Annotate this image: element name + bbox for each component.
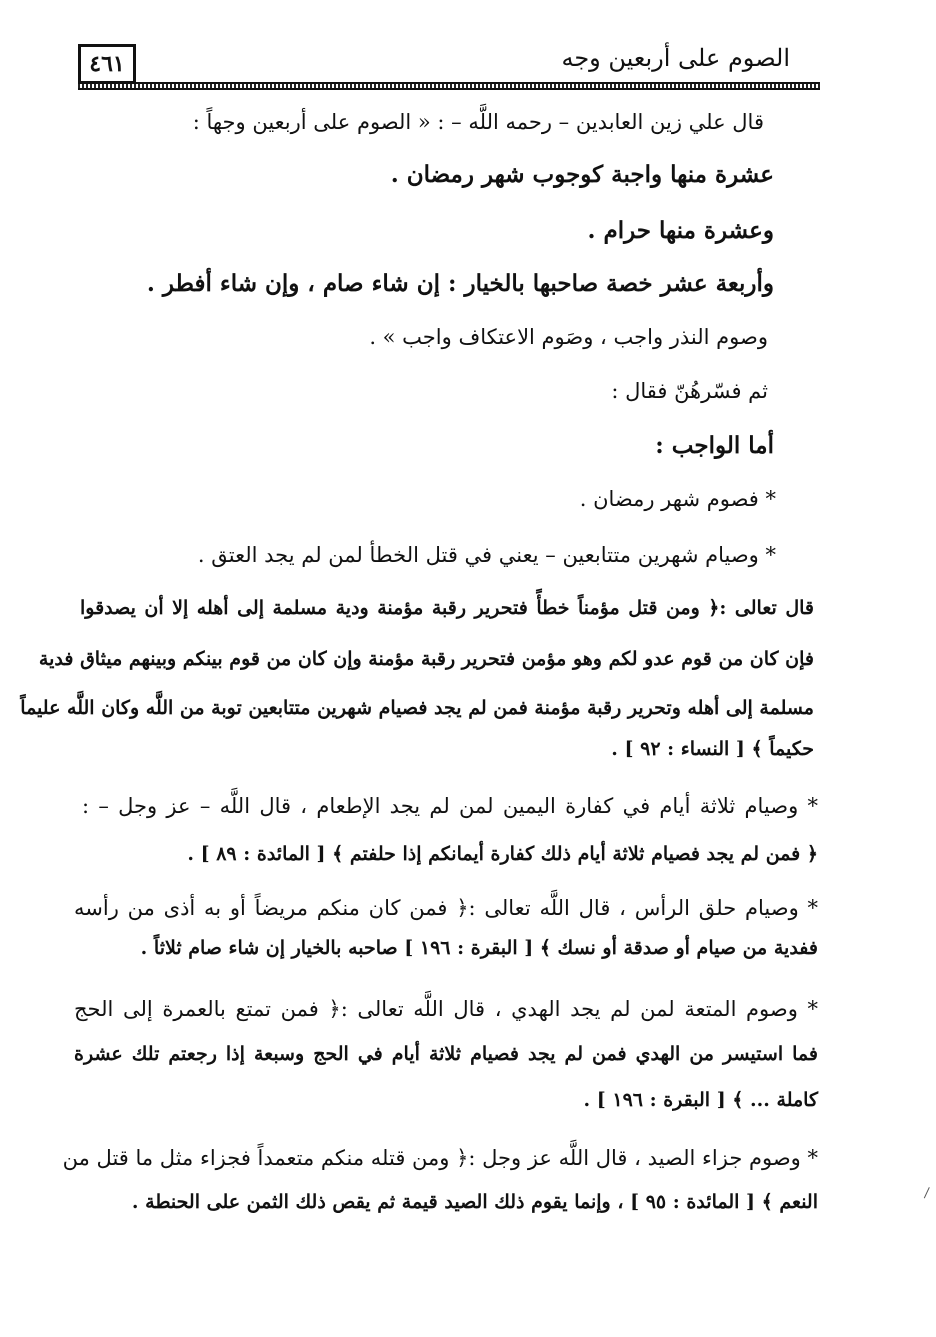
quran-verse-line: ففدية من صيام أو صدقة أو نسك ﴾ [ البقرة : ١٩٦ ] صاحبه بالخيار إن شاء صام ثلاثاً .	[140, 937, 818, 959]
category-forbidden-line: وعشرة منها حرام .	[587, 217, 774, 244]
quran-verse-line: مسلمة إلى أهله وتحرير رقبة مؤمنة فمن لم يجد فصيام شهرين متتابعين توبة من اللَّه وكان اللَّه عليماً	[20, 697, 814, 719]
quran-verse-line: النعم ﴾ [ المائدة : ٩٥ ] ، وإنما يقوم ذلك الصيد قيمة ثم يقص ذلك الثمن على الحنطة .	[131, 1191, 818, 1213]
quran-verse-line: قال تعالى :﴿ ومن قتل مؤمناً خطأً فتحرير رقبة مؤمنة ودية مسلمة إلى أهله إلا أن يصدقوا	[80, 597, 814, 619]
quran-verse-line: فما استيسر من الهدي فمن لم يجد فصيام ثلاثة أيام في الحج وسبعة إذا رجعتم تلك عشرة	[74, 1043, 818, 1065]
list-item: * فصوم شهر رمضان .	[579, 487, 776, 511]
list-item: * وصيام حلق الرأس ، قال اللَّه تعالى :﴿ فمن كان منكم مريضاً أو به أذى من رأسه	[74, 896, 818, 920]
category-optional-line: وأربعة عشر خصة صاحبها بالخيار : إن شاء صام ، وإن شاء أفطر .	[146, 270, 774, 297]
list-item: * وصيام ثلاثة أيام في كفارة اليمين لمن لم يجد الإطعام ، قال اللَّه – عز وجل – :	[82, 794, 818, 818]
quran-verse-line: حكيماً ﴾ [ النساء : ٩٢ ] .	[611, 738, 814, 760]
intro-quote-line: قال علي زين العابدين – رحمه اللَّه – : « الصوم على أربعين وجهاً :	[192, 110, 764, 134]
page-number: ٤٦١	[78, 44, 136, 84]
category-obligatory-line: عشرة منها واجبة كوجوب شهر رمضان .	[390, 161, 774, 188]
quran-verse-line: كاملة ... ﴾ [ البقرة : ١٩٦ ] .	[583, 1089, 818, 1111]
list-item: * وصوم جزاء الصيد ، قال اللَّه عز وجل :﴿ ومن قتله منكم متعمداً فجزاء مثل ما قتل من	[62, 1146, 818, 1170]
vow-fast-line: وصوم النذر واجب ، وصَوم الاعتكاف واجب » .	[369, 325, 768, 349]
explanation-intro-line: ثم فسّرهُنّ فقال :	[611, 379, 768, 403]
obligatory-heading: أما الواجب :	[655, 432, 774, 459]
list-item: * وصوم المتعة لمن لم يجد الهدي ، قال اللَّه تعالى :﴿ فمن تمتع بالعمرة إلى الحج	[74, 997, 818, 1021]
quran-verse-line: ﴿ فمن لم يجد فصيام ثلاثة أيام ذلك كفارة أيمانكم إذا حلفتم ﴾ [ المائدة : ٨٩ ] .	[187, 843, 818, 865]
list-item: * وصيام شهرين متتابعين – يعني في قتل الخطأ لمن لم يجد العتق .	[197, 543, 776, 567]
quran-verse-line: فإن كان من قوم عدو لكم وهو مؤمن فتحرير رقبة مؤمنة وإن كان من قوم بينكم وبينهم ميثاق فدية	[38, 648, 814, 670]
running-title: الصوم على أربعين وجه	[561, 44, 790, 72]
